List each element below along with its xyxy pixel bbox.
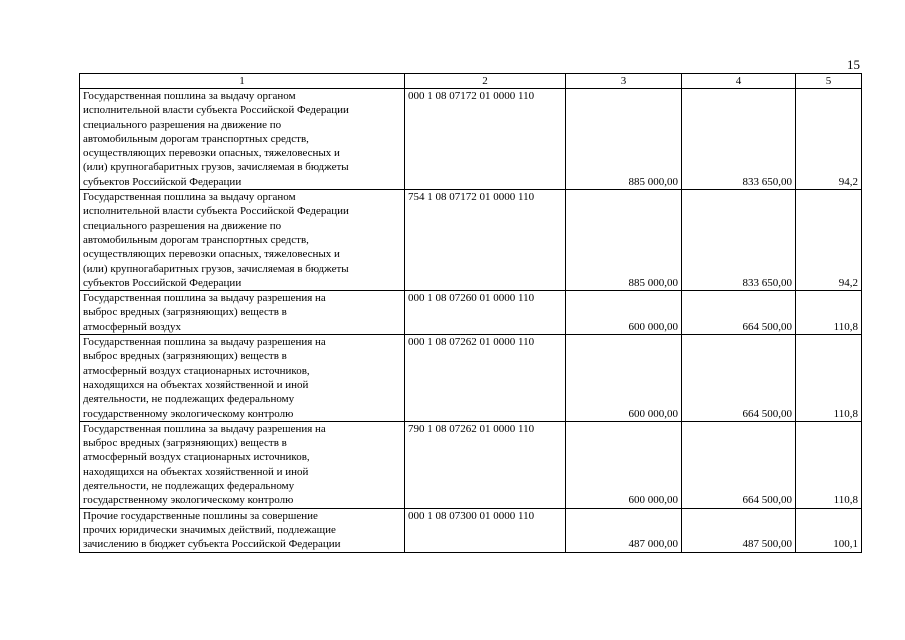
revenue-name-line: выброс вредных (загрязняющих) веществ в [83,306,287,319]
budget-code-cell: 790 1 08 07262 01 0000 110 [405,421,566,508]
revenue-name-line: специального разрешения на движение по [83,118,282,131]
revenue-name-line: (или) крупногабаритных грузов, зачисляемая в бюджеты [83,262,349,275]
table-row [80,421,862,508]
revenue-name-line: Государственная пошлина за выдачу разрешения на [83,336,326,349]
revenue-name-line: автомобильным дорогам транспортных средств, [83,132,309,145]
revenue-name-line: исполнительной власти субъекта Российской Федерации [83,205,349,218]
revenue-name-cell [80,508,405,552]
revenue-name-cell [80,190,405,291]
budget-table [79,73,862,553]
percent-cell: 94,2 [796,89,862,190]
revenue-name-line: атмосферный воздух [83,320,181,333]
revenue-name-line: деятельности, не подлежащих федеральному [83,393,295,406]
revenue-name-line: находящихся на объектах хозяйственной и иной [83,378,309,391]
actual-amount-cell: 664 500,00 [682,291,796,335]
actual-amount-cell: 833 650,00 [682,190,796,291]
actual-amount-cell: 664 500,00 [682,335,796,422]
budget-code-cell: 000 1 08 07172 01 0000 110 [405,89,566,190]
revenue-name-line: государственному экологическому контролю [83,407,294,420]
revenue-name-cell [80,421,405,508]
header-col-1: 1 [80,74,405,89]
table-row [80,190,862,291]
percent-cell: 110,8 [796,335,862,422]
budget-code-cell: 000 1 08 07262 01 0000 110 [405,335,566,422]
revenue-name-cell [80,89,405,190]
table-row [80,508,862,552]
percent-cell: 110,8 [796,421,862,508]
table-row [80,89,862,190]
percent-cell: 94,2 [796,190,862,291]
header-col-3: 3 [566,74,682,89]
header-col-4: 4 [682,74,796,89]
revenue-name-line: атмосферный воздух стационарных источников, [83,364,310,377]
revenue-name-line: государственному экологическому контролю [83,494,294,507]
budget-code-cell: 754 1 08 07172 01 0000 110 [405,190,566,291]
revenue-name-line: выброс вредных (загрязняющих) веществ в [83,437,287,450]
revenue-name-line: деятельности, не подлежащих федеральному [83,480,295,493]
table-row [80,335,862,422]
actual-amount-cell: 487 500,00 [682,508,796,552]
table-header [80,74,862,89]
revenue-name-line: осуществляющих перевозки опасных, тяжеловесных и [83,248,340,261]
percent-cell: 100,1 [796,508,862,552]
revenue-name-line: прочих юридически значимых действий, подлежащие [83,523,336,536]
planned-amount-cell: 600 000,00 [566,421,682,508]
revenue-name-cell [80,335,405,422]
actual-amount-cell: 833 650,00 [682,89,796,190]
revenue-name-line: Государственная пошлина за выдачу органом [83,90,296,102]
table-body [80,89,862,553]
planned-amount-cell: 885 000,00 [566,190,682,291]
table-row [80,291,862,335]
revenue-name-line: Прочие государственные пошлины за совершение [83,509,318,522]
planned-amount-cell: 487 000,00 [566,508,682,552]
planned-amount-cell: 600 000,00 [566,291,682,335]
revenue-name-line: находящихся на объектах хозяйственной и иной [83,465,309,478]
budget-code-cell: 000 1 08 07300 01 0000 110 [405,508,566,552]
header-col-5: 5 [796,74,862,89]
revenue-name-cell [80,291,405,335]
budget-code-cell: 000 1 08 07260 01 0000 110 [405,291,566,335]
revenue-name-line: специального разрешения на движение по [83,219,282,232]
revenue-name-line: зачислению в бюджет субъекта Российской Федерации [83,538,341,551]
revenue-name-line: Государственная пошлина за выдачу органом [83,191,296,204]
revenue-name-line: автомобильным дорогам транспортных средств, [83,233,309,246]
revenue-name-line: Государственная пошлина за выдачу разрешения на [83,422,326,435]
actual-amount-cell: 664 500,00 [682,421,796,508]
planned-amount-cell: 885 000,00 [566,89,682,190]
revenue-name-line: Государственная пошлина за выдачу разрешения на [83,292,326,305]
revenue-name-line: атмосферный воздух стационарных источников, [83,451,310,464]
revenue-name-line: субъектов Российской Федерации [83,175,242,188]
revenue-name-line: выброс вредных (загрязняющих) веществ в [83,350,287,363]
page-number: 15 [847,57,860,72]
percent-cell: 110,8 [796,291,862,335]
header-row [80,74,862,89]
planned-amount-cell: 600 000,00 [566,335,682,422]
revenue-name-line: субъектов Российской Федерации [83,276,242,289]
header-col-2: 2 [405,74,566,89]
revenue-name-line: (или) крупногабаритных грузов, зачисляемая в бюджеты [83,161,349,174]
revenue-name-line: осуществляющих перевозки опасных, тяжеловесных и [83,147,340,160]
revenue-name-line: исполнительной власти субъекта Российской Федерации [83,104,349,117]
